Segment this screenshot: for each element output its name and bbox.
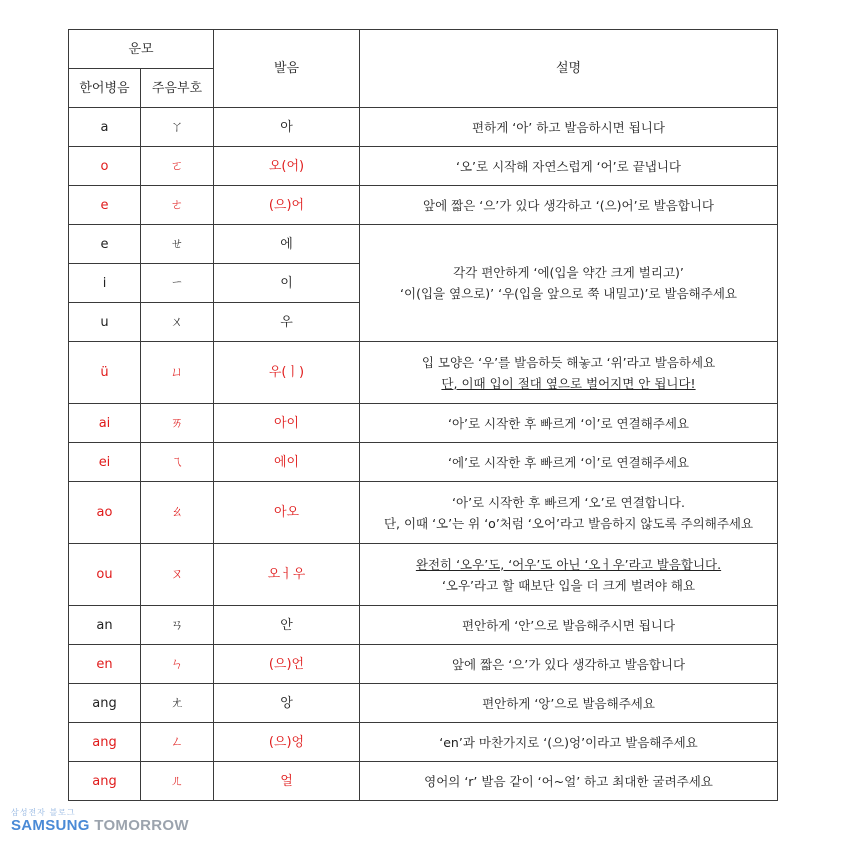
description-cell: 앞에 짧은 ‘으’가 있다 생각하고 발음합니다: [360, 645, 778, 684]
description-cell: ‘에’로 시작한 후 빠르게 ‘이’로 연결해주세요: [360, 443, 778, 482]
pinyin-cell: i: [69, 264, 141, 303]
zhuyin-cell: ㄤ: [141, 684, 214, 723]
pronunciation-cell: (으)어: [214, 186, 360, 225]
description-cell: 편안하게 ‘안’으로 발음해주시면 됩니다: [360, 606, 778, 645]
zhuyin-cell: ㄟ: [141, 443, 214, 482]
pinyin-cell: ang: [69, 762, 141, 801]
header-zhuyin: 주음부호: [141, 69, 214, 108]
description-cell: 편하게 ‘아’ 하고 발음하시면 됩니다: [360, 108, 778, 147]
merged-description-cell: 각각 편안하게 ‘에(입을 약간 크게 벌리고)’ ‘이(입을 옆으로)’ ‘우(입을 앞으로 쭉 내밀고)’로 발음해주세요: [360, 225, 778, 342]
zhuyin-cell: ㄢ: [141, 606, 214, 645]
table-row: [69, 684, 778, 723]
zhuyin-cell: ㄝ: [141, 225, 214, 264]
zhuyin-cell: ㄠ: [141, 482, 214, 544]
zhuyin-cell: ㄩ: [141, 342, 214, 404]
table-row: [69, 606, 778, 645]
samsung-tomorrow-logo: [11, 808, 189, 835]
pronunciation-cell: 에이: [214, 443, 360, 482]
pronunciation-cell: 안: [214, 606, 360, 645]
pronunciation-cell: 우(ㅣ): [214, 342, 360, 404]
pronunciation-cell: 오(어): [214, 147, 360, 186]
header-group: 운모: [69, 30, 214, 69]
vowel-table: [68, 29, 778, 801]
zhuyin-cell: ㄣ: [141, 645, 214, 684]
description-cell: 영어의 ‘r’ 발음 같이 ‘어~얼’ 하고 최대한 굴려주세요: [360, 762, 778, 801]
description-cell: 편안하게 ‘앙’으로 발음해주세요: [360, 684, 778, 723]
zhuyin-cell: ㄚ: [141, 108, 214, 147]
description-cell: ‘아’로 시작한 후 빠르게 ‘오’로 연결합니다. 단, 이때 ‘오’는 위 ‘o’처럼 ‘오어’라고 발음하지 않도록 주의해주세요: [360, 482, 778, 544]
table-row: [69, 108, 778, 147]
table-row: [69, 723, 778, 762]
description-cell: 입 모양은 ‘우’를 발음하듯 해놓고 ‘위’라고 발음하세요 단, 이때 입이 절대 옆으로 벌어지면 안 됩니다!: [360, 342, 778, 404]
pronunciation-cell: 아오: [214, 482, 360, 544]
pronunciation-cell: (으)언: [214, 645, 360, 684]
table-row: [69, 186, 778, 225]
table-row: [69, 147, 778, 186]
logo-samsung: SAMSUNG: [11, 817, 90, 834]
zhuyin-cell: ㄡ: [141, 544, 214, 606]
pinyin-cell: o: [69, 147, 141, 186]
pinyin-cell: en: [69, 645, 141, 684]
pinyin-cell: ang: [69, 723, 141, 762]
pinyin-cell: a: [69, 108, 141, 147]
description-cell: ‘en’과 마찬가지로 ‘(으)엉’이라고 발음해주세요: [360, 723, 778, 762]
pronunciation-cell: 이: [214, 264, 360, 303]
table-row: [69, 443, 778, 482]
table-row: [69, 404, 778, 443]
header-pinyin: 한어병음: [69, 69, 141, 108]
pinyin-cell: ü: [69, 342, 141, 404]
pinyin-cell: e: [69, 186, 141, 225]
zhuyin-cell: ㄦ: [141, 762, 214, 801]
zhuyin-cell: ㄥ: [141, 723, 214, 762]
table-row: [69, 762, 778, 801]
pinyin-cell: ou: [69, 544, 141, 606]
pronunciation-cell: 아이: [214, 404, 360, 443]
table-row: [69, 482, 778, 544]
table-row: [69, 342, 778, 404]
zhuyin-cell: ㄧ: [141, 264, 214, 303]
table-row: [69, 645, 778, 684]
logo-wordmark: [11, 817, 189, 835]
pronunciation-cell: 에: [214, 225, 360, 264]
pinyin-cell: an: [69, 606, 141, 645]
pinyin-cell: ang: [69, 684, 141, 723]
zhuyin-cell: ㄞ: [141, 404, 214, 443]
zhuyin-cell: ㄛ: [141, 147, 214, 186]
table-row: [69, 544, 778, 606]
pinyin-cell: ei: [69, 443, 141, 482]
logo-subtitle: 삼성전자 블로그: [11, 808, 76, 817]
pronunciation-cell: 앙: [214, 684, 360, 723]
zhuyin-cell: ㄨ: [141, 303, 214, 342]
pronunciation-cell: 우: [214, 303, 360, 342]
table-row: [69, 225, 778, 264]
description-cell: 완전히 ‘오우’도, ‘어우’도 아닌 ‘오ㅓ우’라고 발음합니다. ‘오우’라고 할 때보단 입을 더 크게 벌려야 해요: [360, 544, 778, 606]
header-description: 설명: [360, 30, 778, 108]
pronunciation-cell: 오ㅓ우: [214, 544, 360, 606]
pronunciation-cell: 아: [214, 108, 360, 147]
pinyin-cell: e: [69, 225, 141, 264]
logo-tomorrow: TOMORROW: [94, 817, 189, 834]
zhuyin-cell: ㄜ: [141, 186, 214, 225]
description-cell: ‘오’로 시작해 자연스럽게 ‘어’로 끝냅니다: [360, 147, 778, 186]
description-cell: ‘아’로 시작한 후 빠르게 ‘이’로 연결해주세요: [360, 404, 778, 443]
pronunciation-cell: (으)엉: [214, 723, 360, 762]
pronunciation-cell: 얼: [214, 762, 360, 801]
header-pronunciation: 발음: [214, 30, 360, 108]
pinyin-cell: u: [69, 303, 141, 342]
pinyin-cell: ai: [69, 404, 141, 443]
pinyin-cell: ao: [69, 482, 141, 544]
description-cell: 앞에 짧은 ‘으’가 있다 생각하고 ‘(으)어’로 발음합니다: [360, 186, 778, 225]
